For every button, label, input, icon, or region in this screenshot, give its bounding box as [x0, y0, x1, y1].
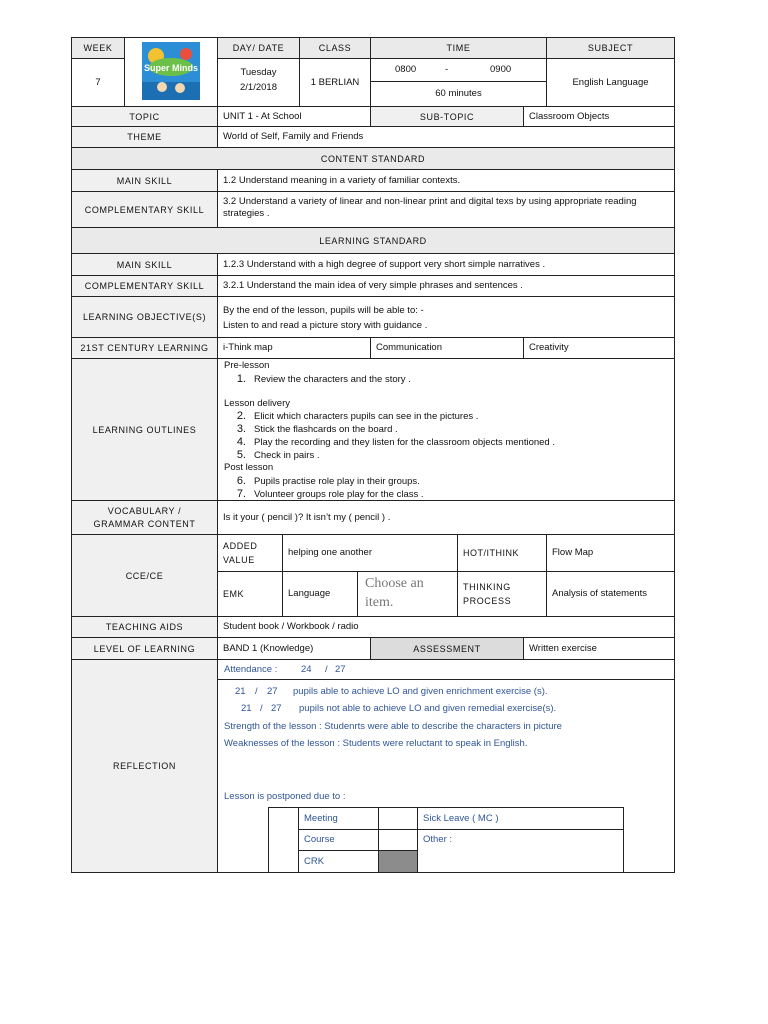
cce-label: CCE/CE [71, 534, 218, 617]
postpone-meeting-check[interactable] [378, 807, 418, 830]
century21-label: 21ST CENTURY LEARNING [71, 337, 218, 359]
emk-value: Language [282, 571, 358, 617]
outlines-label: LEARNING OUTLINES [71, 358, 218, 501]
class-label: CLASS [299, 37, 371, 59]
postpone-course: Course [298, 829, 379, 851]
enrich-total: 27 [267, 686, 278, 697]
postpone-meeting: Meeting [298, 807, 379, 830]
time-duration: 60 minutes [370, 81, 547, 107]
enrich-slash: / [255, 686, 258, 697]
weakness-text: Weaknesses of the lesson : Students were reluctant to speak in English. [224, 738, 528, 749]
postpone-sick-leave: Sick Leave ( MC ) [417, 807, 624, 830]
time-start: 0800 [395, 64, 417, 75]
thinking-process-value: Analysis of statements [546, 571, 675, 617]
cs-comp-skill-label: COMPLEMENTARY SKILL [71, 191, 218, 228]
subtopic-value: Classroom Objects [523, 106, 675, 127]
theme-value: World of Self, Family and Friends [217, 126, 675, 148]
date-value: 2/1/2018 [240, 82, 277, 93]
time-range [370, 58, 547, 82]
outline-post-list [224, 475, 668, 501]
topic-label: TOPIC [71, 106, 218, 127]
outline-item: 7. Volunteer groups role play for the class . [236, 487, 424, 500]
century21-item-1: i-Think map [217, 337, 371, 359]
objectives-line-2: Listen to and read a picture story with guidance . [223, 320, 428, 331]
strength-text: Strength of the lesson : Studenrts were able to describe the characters in picture [224, 721, 562, 732]
cs-main-skill-value: 1.2 Understand meaning in a variety of familiar contexts. [217, 169, 675, 192]
added-value-label: ADDED VALUE [217, 534, 283, 572]
outline-item: 2. Elicit which characters pupils can see in the pictures . [236, 410, 479, 422]
attendance-count: 24 [301, 664, 312, 675]
theme-label: THEME [71, 126, 218, 148]
cs-main-skill-label: MAIN SKILL [71, 169, 218, 192]
remedial-count: 21 [241, 703, 252, 714]
day-value: Tuesday [240, 67, 277, 78]
outline-post-title: Post lesson [224, 462, 274, 473]
outlines-cell [217, 358, 675, 501]
objectives-cell [217, 296, 675, 338]
postpone-crk-check[interactable] [378, 850, 418, 873]
thinking-process-label: THINKING PROCESS [457, 571, 547, 617]
topic-value: UNIT 1 - At School [217, 106, 371, 127]
subject-value: English Language [546, 58, 675, 107]
daydate-cell [217, 58, 300, 107]
century21-item-2: Communication [370, 337, 524, 359]
enrich-count: 21 [235, 686, 246, 697]
aids-value: Student book / Workbook / radio [217, 616, 675, 638]
outline-item: 4. Play the recording and they listen for the classroom objects mentioned . [236, 436, 555, 448]
postpone-checkbox-column[interactable] [268, 807, 299, 873]
book-cover-cell [124, 37, 218, 107]
outline-item: 3. Stick the flashcards on the board . [236, 423, 398, 435]
assessment-value: Written exercise [523, 637, 675, 660]
outline-delivery-list [224, 410, 668, 462]
week-label: WEEK [71, 37, 125, 59]
attendance-slash: / [325, 664, 328, 675]
emk-label: EMK [217, 571, 283, 617]
vocab-value: Is it your ( pencil )? It isn’t my ( pencil ) . [217, 500, 675, 535]
outline-delivery-title: Lesson delivery [224, 397, 291, 409]
reflection-label: REFLECTION [71, 659, 218, 873]
time-label: TIME [370, 37, 547, 59]
postpone-course-check[interactable] [378, 829, 418, 851]
cs-comp-skill-value: 3.2 Understand a variety of linear and non-linear print and digital texs by using appropriate reading strategies . [217, 191, 675, 228]
attendance-label: Attendance : [224, 664, 278, 675]
class-value: 1 BERLIAN [299, 58, 371, 107]
aids-label: TEACHING AIDS [71, 616, 218, 638]
learning-standard-heading: LEARNING STANDARD [71, 227, 675, 254]
book-cover-title: Super Minds [143, 63, 199, 73]
ls-comp-skill-label: COMPLEMENTARY SKILL [71, 275, 218, 297]
postponed-text: Lesson is postponed due to : [224, 791, 346, 802]
outline-pre-title: Pre-lesson [224, 360, 270, 371]
attendance-row [217, 659, 675, 680]
subject-label: SUBJECT [546, 37, 675, 59]
assessment-label: ASSESSMENT [370, 637, 524, 660]
outline-item: 5. Check in pairs . [236, 449, 320, 461]
outline-item: 1. Review the characters and the story . [236, 372, 411, 385]
attendance-total: 27 [335, 664, 346, 675]
objectives-line-1: By the end of the lesson, pupils will be able to: - [223, 305, 424, 316]
remedial-total: 27 [271, 703, 282, 714]
daydate-label: DAY/ DATE [217, 37, 300, 59]
choose-item-dropdown[interactable]: Choose an item. [357, 571, 458, 617]
postpone-crk: CRK [298, 850, 379, 873]
hot-value: Flow Map [546, 534, 675, 572]
ls-comp-skill-value: 3.2.1 Understand the main idea of very simple phrases and sentences . [217, 275, 675, 297]
century21-item-3: Creativity [523, 337, 675, 359]
level-value: BAND 1 (Knowledge) [217, 637, 371, 660]
level-label: LEVEL OF LEARNING [71, 637, 218, 660]
enrich-text: pupils able to achieve LO and given enrichment exercise (s). [293, 686, 548, 697]
subtopic-label: SUB-TOPIC [370, 106, 524, 127]
remedial-slash: / [260, 703, 263, 714]
outline-item: 6. Pupils practise role play in their groups. [236, 474, 420, 487]
remedial-text: pupils not able to achieve LO and given remedial exercise(s). [299, 703, 557, 714]
hot-label: HOT/ITHINK [457, 534, 547, 572]
time-dash: - [445, 64, 449, 75]
outline-pre-list [224, 373, 668, 386]
ls-main-skill-value: 1.2.3 Understand with a high degree of support very short simple narratives . [217, 253, 675, 276]
content-standard-heading: CONTENT STANDARD [71, 147, 675, 170]
book-cover-image [142, 42, 200, 100]
added-value-value: helping one another [282, 534, 458, 572]
objectives-label: LEARNING OBJECTIVE(S) [71, 296, 218, 338]
week-value: 7 [71, 58, 125, 107]
vocab-label: VOCABULARY / GRAMMAR CONTENT [71, 500, 218, 535]
time-end: 0900 [490, 64, 512, 75]
ls-main-skill-label: MAIN SKILL [71, 253, 218, 276]
postpone-other: Other : [417, 829, 624, 873]
